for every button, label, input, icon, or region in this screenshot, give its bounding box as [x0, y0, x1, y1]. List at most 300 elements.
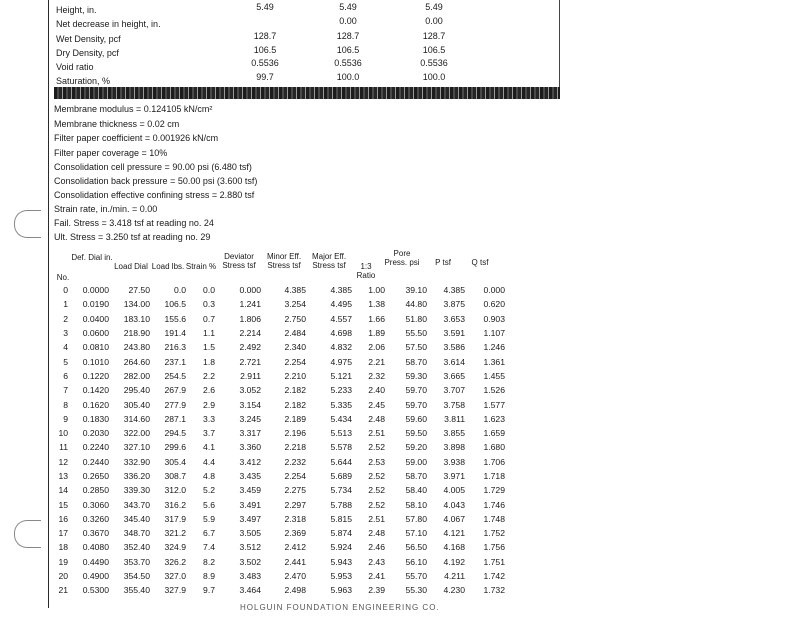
property-value: 0.00 — [425, 16, 443, 26]
table-cell: 0.2440 — [82, 456, 109, 467]
table-cell: 2.45 — [368, 399, 385, 410]
property-value: 100.0 — [422, 72, 446, 82]
table-row — [54, 397, 505, 411]
table-cell: 1.748 — [483, 513, 505, 524]
table-cell: 3.875 — [443, 299, 465, 310]
table-row — [54, 283, 505, 297]
table-cell: 2.32 — [368, 370, 385, 381]
table-cell: 5.874 — [330, 528, 352, 539]
property-value: 106.5 — [422, 45, 446, 55]
table-cell: 5.815 — [330, 513, 352, 524]
table-cell: 0.0810 — [82, 342, 109, 353]
table-cell: 332.90 — [123, 456, 150, 467]
table-cell: 3.811 — [444, 413, 465, 424]
column-header: Deviator Stress tsf — [222, 252, 256, 270]
table-cell: 3 — [63, 328, 68, 339]
table-cell: 3.483 — [239, 571, 261, 582]
table-cell: 1.00 — [368, 285, 385, 296]
table-cell: 59.50 — [405, 428, 427, 439]
table-cell: 1.659 — [483, 428, 505, 439]
table-cell: 2.41 — [368, 571, 385, 582]
table-cell: 264.60 — [123, 356, 150, 367]
table-cell: 5.6 — [203, 499, 215, 510]
table-cell: 1.751 — [483, 556, 505, 567]
table-cell: 2.52 — [368, 485, 385, 496]
page-left-border — [48, 0, 49, 608]
table-row — [54, 369, 505, 383]
table-cell: 59.70 — [405, 385, 427, 396]
table-cell: 4.121 — [443, 528, 465, 539]
table-cell: 2.470 — [284, 571, 306, 582]
parameter-line: Membrane thickness = 0.02 cm — [54, 119, 180, 129]
table-row — [54, 440, 505, 454]
table-cell: 0.3670 — [82, 528, 109, 539]
parameter-line: Filter paper coefficient = 0.001926 kN/cm — [54, 133, 219, 143]
table-cell: 339.30 — [123, 485, 150, 496]
table-cell: 2.9 — [203, 399, 215, 410]
table-row — [54, 483, 505, 497]
table-cell: 277.9 — [164, 399, 186, 410]
table-row — [54, 354, 505, 368]
table-cell: 2.232 — [284, 456, 306, 467]
table-cell: 2.412 — [284, 542, 306, 553]
table-row — [54, 497, 505, 511]
table-cell: 0.5300 — [82, 585, 109, 596]
table-cell: 13 — [58, 471, 68, 481]
table-cell: 7 — [63, 385, 68, 396]
table-cell: 1.623 — [483, 413, 505, 424]
binder-hole-lower — [14, 520, 41, 548]
table-cell: 6 — [63, 370, 68, 381]
table-cell: 2.214 — [239, 328, 261, 339]
table-cell: 56.10 — [405, 556, 427, 567]
table-cell: 59.30 — [405, 370, 427, 381]
table-cell: 2.06 — [368, 342, 385, 353]
table-cell: 1 — [63, 299, 68, 310]
table-cell: 2.52 — [368, 442, 385, 453]
table-cell: 8.2 — [203, 556, 215, 567]
table-cell: 5.644 — [330, 456, 352, 467]
table-cell: 0.4490 — [82, 556, 109, 567]
table-cell: 58.10 — [405, 499, 427, 510]
table-cell: 106.5 — [164, 299, 186, 310]
property-label: Void ratio — [56, 62, 94, 72]
table-cell: 1.680 — [483, 442, 505, 453]
table-cell: 134.00 — [123, 299, 150, 310]
table-cell: 3.614 — [443, 356, 465, 367]
property-value: 106.5 — [336, 45, 360, 55]
table-cell: 1.361 — [483, 356, 505, 367]
property-label: Net decrease in height, in. — [56, 19, 161, 29]
table-cell: 56.50 — [405, 542, 427, 553]
table-cell: 4.005 — [443, 485, 465, 496]
page-right-border — [559, 0, 560, 94]
table-cell: 0.2650 — [82, 471, 109, 481]
table-row — [54, 426, 505, 440]
table-cell: 19 — [58, 556, 68, 567]
table-cell: 305.4 — [164, 456, 186, 467]
table-cell: 5.953 — [330, 571, 352, 582]
table-cell: 2.369 — [284, 528, 306, 539]
table-cell: 12 — [58, 456, 68, 467]
property-label: Height, in. — [56, 5, 97, 15]
table-cell: 58.70 — [405, 471, 427, 481]
table-cell: 3.459 — [239, 485, 261, 496]
table-cell: 353.70 — [123, 556, 150, 567]
table-cell: 3.245 — [239, 413, 261, 424]
column-header: Def. Dial in. — [71, 253, 113, 262]
table-cell: 2.340 — [284, 342, 306, 353]
table-cell: 294.5 — [164, 428, 186, 439]
table-cell: 299.6 — [164, 442, 186, 453]
parameter-line: Ult. Stress = 3.250 tsf at reading no. 29 — [54, 232, 211, 242]
company-footer: HOLGUIN FOUNDATION ENGINEERING CO. — [240, 603, 440, 612]
table-cell: 2.39 — [368, 585, 385, 596]
table-cell: 0.3060 — [82, 499, 109, 510]
table-cell: 3.491 — [239, 499, 261, 510]
table-cell: 39.10 — [405, 285, 427, 296]
table-cell: 2.210 — [284, 370, 306, 381]
column-header: Strain % — [185, 262, 217, 271]
table-cell: 6.7 — [203, 528, 215, 539]
table-cell: 16 — [58, 513, 68, 524]
column-header: Load Dial — [114, 262, 148, 271]
table-cell: 2.441 — [284, 556, 306, 567]
table-cell: 51.80 — [405, 313, 427, 324]
table-cell: 1.455 — [483, 370, 505, 381]
table-cell: 11 — [59, 442, 68, 453]
property-value: 0.5536 — [251, 58, 279, 68]
table-cell: 59.20 — [405, 442, 427, 453]
table-cell: 0.3260 — [82, 513, 109, 524]
table-cell: 1.5 — [203, 342, 215, 353]
table-cell: 0.1010 — [82, 356, 109, 367]
table-cell: 3.971 — [443, 471, 465, 481]
table-cell: 5.434 — [330, 413, 352, 424]
table-cell: 336.20 — [123, 471, 150, 481]
table-cell: 1.577 — [483, 399, 505, 410]
table-cell: 1.8 — [203, 356, 215, 367]
property-value: 5.49 — [256, 2, 274, 12]
table-cell: 317.9 — [164, 513, 186, 524]
table-cell: 3.360 — [239, 442, 261, 453]
table-row — [54, 583, 505, 597]
table-cell: 3.052 — [239, 385, 261, 396]
table-cell: 59.70 — [405, 399, 427, 410]
table-cell: 352.40 — [123, 542, 150, 553]
table-cell: 2.492 — [239, 342, 261, 353]
table-cell: 1.107 — [483, 328, 505, 339]
table-cell: 327.0 — [164, 571, 186, 582]
table-cell: 3.591 — [443, 328, 465, 339]
parameter-line: Consolidation back pressure = 50.00 psi (3.600 tsf) — [54, 176, 258, 186]
table-cell: 216.3 — [164, 342, 186, 353]
table-cell: 2.911 — [240, 370, 261, 381]
table-cell: 1.706 — [483, 456, 505, 467]
table-cell: 4.067 — [443, 513, 465, 524]
table-cell: 7.4 — [203, 542, 215, 553]
table-cell: 3.3 — [203, 413, 215, 424]
table-cell: 21 — [58, 585, 68, 596]
table-cell: 14 — [58, 485, 68, 496]
table-cell: 0.903 — [483, 313, 505, 324]
table-row — [54, 455, 505, 469]
table-cell: 295.40 — [123, 385, 150, 396]
table-cell: 18 — [58, 542, 68, 553]
table-cell: 5.513 — [330, 428, 352, 439]
table-cell: 348.70 — [123, 528, 150, 539]
table-cell: 5.788 — [330, 499, 352, 510]
table-cell: 2.275 — [284, 485, 306, 496]
table-row — [54, 540, 505, 554]
table-cell: 4.495 — [330, 299, 352, 310]
table-cell: 55.30 — [405, 585, 427, 596]
table-cell: 4.192 — [443, 556, 465, 567]
table-cell: 3.707 — [443, 385, 465, 396]
table-cell: 308.7 — [164, 471, 186, 481]
table-cell: 3.898 — [443, 442, 465, 453]
table-cell: 2.254 — [284, 356, 306, 367]
table-cell: 3.512 — [239, 542, 261, 553]
table-cell: 2.484 — [284, 328, 306, 339]
table-cell: 9 — [63, 413, 68, 424]
property-value: 128.7 — [253, 31, 277, 41]
property-value: 128.7 — [336, 31, 360, 41]
table-cell: 0.0 — [174, 285, 186, 296]
table-cell: 44.80 — [405, 299, 427, 310]
column-header: Q tsf — [471, 258, 489, 267]
table-cell: 1.526 — [483, 385, 505, 396]
table-cell: 2.721 — [239, 356, 261, 367]
table-row — [54, 312, 505, 326]
table-cell: 4.557 — [330, 313, 352, 324]
table-cell: 312.0 — [164, 485, 186, 496]
property-value: 128.7 — [422, 31, 446, 41]
table-cell: 155.6 — [164, 313, 186, 324]
table-cell: 3.464 — [239, 585, 261, 596]
table-cell: 0.1830 — [82, 413, 109, 424]
property-value: 106.5 — [253, 45, 277, 55]
table-cell: 4.8 — [203, 471, 215, 481]
table-cell: 1.756 — [483, 542, 505, 553]
table-cell: 4.975 — [330, 356, 352, 367]
test-readings-table — [54, 283, 505, 598]
property-value: 100.0 — [336, 72, 360, 82]
table-cell: 3.665 — [443, 370, 465, 381]
table-cell: 20 — [58, 571, 68, 582]
table-cell: 1.241 — [239, 299, 261, 310]
table-cell: 0.000 — [483, 285, 505, 296]
table-cell: 2.182 — [284, 399, 306, 410]
table-row — [54, 326, 505, 340]
table-row — [54, 569, 505, 583]
property-value: 0.00 — [339, 16, 357, 26]
table-cell: 0.0000 — [82, 285, 109, 296]
parameter-line: Consolidation cell pressure = 90.00 psi (6.480 tsf) — [54, 162, 252, 172]
table-cell: 2.196 — [284, 428, 306, 439]
table-cell: 2.53 — [368, 456, 385, 467]
table-cell: 3.586 — [443, 342, 465, 353]
table-cell: 2.750 — [284, 313, 306, 324]
table-cell: 0.2030 — [82, 428, 109, 439]
table-cell: 305.40 — [123, 399, 150, 410]
table-cell: 345.40 — [123, 513, 150, 524]
table-row — [54, 469, 505, 483]
table-cell: 1.806 — [239, 313, 261, 324]
table-cell: 3.653 — [443, 313, 465, 324]
table-cell: 4.385 — [284, 285, 306, 296]
table-cell: 1.38 — [368, 299, 385, 310]
column-header: Major Eff. Stress tsf — [311, 252, 347, 270]
table-cell: 5.963 — [330, 585, 352, 596]
table-cell: 57.10 — [405, 528, 427, 539]
column-header: Pore Press. psi — [384, 249, 420, 267]
table-cell: 4.168 — [443, 542, 465, 553]
parameter-line: Filter paper coverage = 10% — [54, 148, 168, 158]
table-cell: 0 — [63, 285, 68, 296]
table-cell: 2.318 — [284, 513, 306, 524]
table-cell: 354.50 — [123, 571, 150, 582]
table-cell: 57.50 — [405, 342, 427, 353]
table-cell: 4.043 — [443, 499, 465, 510]
table-cell: 3.502 — [239, 556, 261, 567]
table-cell: 2.40 — [368, 385, 385, 396]
table-cell: 282.00 — [123, 370, 150, 381]
table-cell: 1.732 — [483, 585, 505, 596]
property-label: Saturation, % — [56, 76, 111, 86]
table-cell: 15 — [58, 499, 68, 510]
table-cell: 5 — [63, 356, 68, 367]
table-cell: 4.4 — [203, 456, 215, 467]
table-cell: 55.50 — [405, 328, 427, 339]
table-cell: 3.758 — [443, 399, 465, 410]
table-cell: 2 — [63, 313, 68, 324]
table-cell: 321.2 — [164, 528, 186, 539]
table-cell: 2.21 — [368, 356, 385, 367]
table-cell: 5.9 — [203, 513, 215, 524]
table-cell: 5.233 — [330, 385, 352, 396]
table-cell: 3.154 — [239, 399, 261, 410]
binder-hole-upper — [14, 210, 41, 238]
table-cell: 58.40 — [405, 485, 427, 496]
table-cell: 237.1 — [164, 356, 186, 367]
table-cell: 5.121 — [330, 370, 352, 381]
table-cell: 5.734 — [330, 485, 352, 496]
table-cell: 324.9 — [164, 542, 186, 553]
parameter-line: Consolidation effective confining stress = 2.880 tsf — [54, 190, 255, 200]
table-cell: 2.218 — [284, 442, 306, 453]
table-cell: 4.385 — [443, 285, 465, 296]
table-row — [54, 512, 505, 526]
table-cell: 4.832 — [330, 342, 352, 353]
property-value: 5.49 — [425, 2, 443, 12]
table-cell: 4.698 — [330, 328, 352, 339]
table-cell: 254.5 — [164, 370, 186, 381]
table-cell: 5.943 — [330, 556, 352, 567]
table-cell: 8 — [63, 399, 68, 410]
table-cell: 0.620 — [483, 299, 505, 310]
table-cell: 191.4 — [164, 328, 186, 339]
column-header: Load lbs. — [151, 262, 185, 271]
table-cell: 1.746 — [483, 499, 505, 510]
property-value: 0.5536 — [334, 58, 362, 68]
table-cell: 316.2 — [164, 499, 186, 510]
table-cell: 10 — [58, 428, 68, 439]
parameter-line: Strain rate, in./min. = 0.00 — [54, 204, 158, 214]
table-cell: 4.211 — [444, 571, 465, 582]
table-cell: 2.297 — [284, 499, 306, 510]
table-cell: 2.48 — [368, 528, 385, 539]
table-cell: 0.000 — [239, 285, 261, 296]
table-cell: 327.9 — [164, 585, 186, 596]
table-cell: 1.729 — [483, 485, 505, 496]
table-cell: 0.0600 — [82, 328, 109, 339]
table-row — [54, 555, 505, 569]
table-cell: 1.66 — [368, 313, 385, 324]
table-cell: 2.43 — [368, 556, 385, 567]
table-cell: 0.0190 — [82, 299, 109, 310]
table-cell: 2.254 — [284, 471, 306, 481]
table-cell: 322.00 — [123, 428, 150, 439]
table-cell: 0.7 — [203, 313, 215, 324]
table-cell: 8.9 — [203, 571, 215, 582]
parameter-line: Membrane modulus = 0.124105 kN/cm² — [54, 104, 213, 114]
table-cell: 314.60 — [123, 413, 150, 424]
table-cell: 0.2850 — [82, 485, 109, 496]
table-cell: 59.00 — [405, 456, 427, 467]
table-body — [54, 283, 505, 598]
table-row — [54, 412, 505, 426]
table-cell: 5.924 — [330, 542, 352, 553]
table-cell: 2.46 — [368, 542, 385, 553]
table-cell: 5.578 — [330, 442, 352, 453]
table-row — [54, 297, 505, 311]
table-cell: 0.0 — [203, 285, 215, 296]
table-cell: 58.70 — [405, 356, 427, 367]
column-header: 1:3 Ratio — [356, 262, 376, 280]
table-cell: 57.80 — [405, 513, 427, 524]
parameter-line: Fail. Stress = 3.418 tsf at reading no. 24 — [54, 218, 214, 228]
table-cell: 27.50 — [128, 285, 150, 296]
property-value: 99.7 — [256, 72, 274, 82]
table-cell: 2.498 — [284, 585, 306, 596]
table-cell: 355.40 — [123, 585, 150, 596]
table-cell: 4 — [63, 342, 68, 353]
table-cell: 4.1 — [203, 442, 215, 453]
table-cell: 0.1420 — [82, 385, 109, 396]
table-cell: 1.742 — [483, 571, 505, 582]
property-label: Dry Density, pcf — [56, 48, 119, 58]
table-cell: 3.317 — [239, 428, 261, 439]
table-cell: 3.7 — [203, 428, 215, 439]
table-cell: 0.4900 — [82, 571, 109, 582]
table-cell: 5.335 — [330, 399, 352, 410]
table-cell: 3.435 — [239, 471, 261, 481]
property-value: 5.49 — [339, 2, 357, 12]
table-cell: 327.10 — [123, 442, 150, 453]
scan-noise-band — [54, 87, 560, 99]
table-cell: 3.254 — [284, 299, 306, 310]
column-header: No. — [56, 273, 70, 282]
table-cell: 2.52 — [368, 471, 385, 481]
table-row — [54, 526, 505, 540]
table-cell: 183.10 — [123, 313, 150, 324]
table-cell: 0.1620 — [82, 399, 109, 410]
table-cell: 2.6 — [203, 385, 215, 396]
table-cell: 1.246 — [483, 342, 505, 353]
table-cell: 2.182 — [284, 385, 306, 396]
table-cell: 55.70 — [405, 571, 427, 582]
